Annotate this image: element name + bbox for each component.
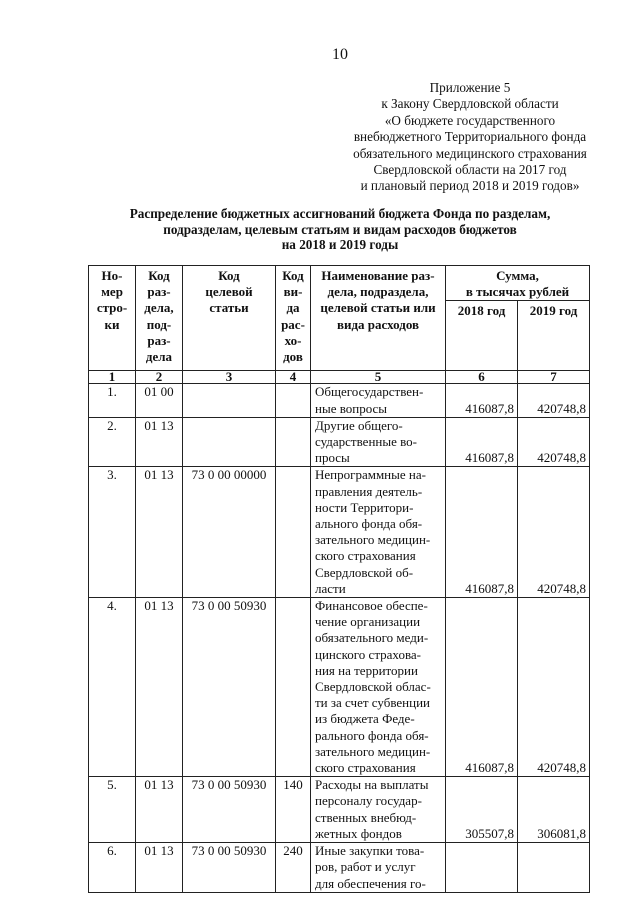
target-code: 73 0 00 50930 xyxy=(183,777,276,843)
section-code: 01 13 xyxy=(136,417,183,467)
table-row xyxy=(89,598,590,777)
amount-2018: 305507,8 xyxy=(446,777,518,843)
item-name: Финансовое обеспе- чение организации обязательного меди- цинского страхова- ния на территории Свердловской облас- ти за счет субвенции из бюджета Феде- рального фонда обя- зательного медицин- ского страхования xyxy=(311,598,446,777)
target-code: 73 0 00 00000 xyxy=(183,467,276,598)
amount-2018: 416087,8 xyxy=(446,417,518,467)
row-number: 2. xyxy=(89,417,136,467)
target-code: 73 0 00 50930 xyxy=(183,598,276,777)
table-row xyxy=(89,417,590,467)
amount-2019: 420748,8 xyxy=(518,417,590,467)
amount-2018: 416087,8 xyxy=(446,467,518,598)
item-name: Другие общего- сударственные во- просы xyxy=(311,417,446,467)
section-code: 01 13 xyxy=(136,843,183,893)
column-number: 5 xyxy=(311,371,446,384)
column-number: 4 xyxy=(276,371,311,384)
row-number: 6. xyxy=(89,843,136,893)
amount-2019 xyxy=(518,843,590,893)
table-row xyxy=(89,384,590,417)
row-number: 5. xyxy=(89,777,136,843)
budget-table xyxy=(88,265,590,893)
header-expense-code: Код ви- да рас- хо- дов xyxy=(276,266,311,371)
item-name: Непрограммные на- правления деятель- ности Территори- ального фонда обя- зательного медицин- ского страхования Свердловской об- ласти xyxy=(311,467,446,598)
document-title: Распределение бюджетных ассигнований бюджета Фонда по разделам, подразделам, целевым статьям и видам расходов бюджетов на 2018 и 2019 годы xyxy=(129,206,551,252)
amount-2019: 420748,8 xyxy=(518,384,590,417)
amount-2018 xyxy=(446,843,518,893)
expense-code xyxy=(276,417,311,467)
appendix-header: Приложение 5 к Закону Свердловской области «О бюджете государственного внебюджетного Территориального фонда обязательного медицинского страхования Свердловской области на 2017 год и плановый период 2018 и 2019 годов» xyxy=(353,80,587,194)
column-number: 7 xyxy=(518,371,590,384)
column-numbers-row xyxy=(89,371,590,384)
row-number: 1. xyxy=(89,384,136,417)
header-2018: 2018 год xyxy=(446,301,518,371)
section-code: 01 00 xyxy=(136,384,183,417)
table-row xyxy=(89,467,590,598)
header-name: Наименование раз- дела, подраздела, целевой статьи или вида расходов xyxy=(311,266,446,371)
column-number: 3 xyxy=(183,371,276,384)
expense-code xyxy=(276,598,311,777)
table-row xyxy=(89,843,590,893)
target-code xyxy=(183,384,276,417)
amount-2018: 416087,8 xyxy=(446,384,518,417)
table-row xyxy=(89,777,590,843)
header-target-code: Код целевой статьи xyxy=(183,266,276,371)
amount-2019: 306081,8 xyxy=(518,777,590,843)
column-number: 1 xyxy=(89,371,136,384)
expense-code xyxy=(276,467,311,598)
row-number: 4. xyxy=(89,598,136,777)
row-number: 3. xyxy=(89,467,136,598)
item-name: Общегосударствен- ные вопросы xyxy=(311,384,446,417)
section-code: 01 13 xyxy=(136,777,183,843)
section-code: 01 13 xyxy=(136,467,183,598)
header-section-code: Код раз- дела, под- раз- дела xyxy=(136,266,183,371)
section-code: 01 13 xyxy=(136,598,183,777)
header-sum: Сумма, в тысячах рублей xyxy=(446,266,590,301)
amount-2019: 420748,8 xyxy=(518,467,590,598)
column-number: 2 xyxy=(136,371,183,384)
target-code xyxy=(183,417,276,467)
page-number: 10 xyxy=(332,46,348,63)
item-name: Иные закупки това- ров, работ и услуг для обеспечения го- xyxy=(311,843,446,893)
amount-2018: 416087,8 xyxy=(446,598,518,777)
column-number: 6 xyxy=(446,371,518,384)
expense-code: 140 xyxy=(276,777,311,843)
item-name: Расходы на выплаты персоналу государ- ственных внебюд- жетных фондов xyxy=(311,777,446,843)
target-code: 73 0 00 50930 xyxy=(183,843,276,893)
amount-2019: 420748,8 xyxy=(518,598,590,777)
expense-code: 240 xyxy=(276,843,311,893)
header-2019: 2019 год xyxy=(518,301,590,371)
header-row-number: Но- мер стро- ки xyxy=(89,266,136,371)
expense-code xyxy=(276,384,311,417)
